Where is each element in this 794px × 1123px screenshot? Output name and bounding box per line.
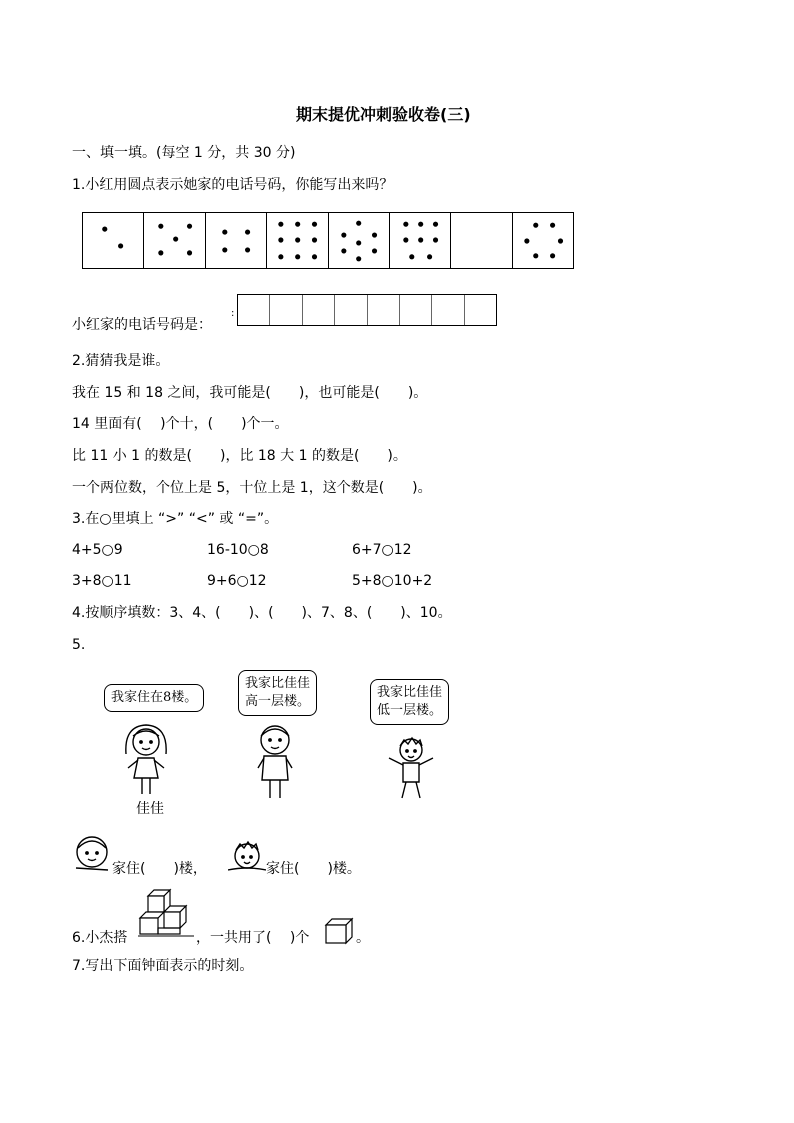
bubble-text: 我家住在8楼。	[111, 690, 198, 705]
q7-text: 7.写出下面钟面表示的时刻。	[72, 958, 254, 974]
girl-figure	[118, 722, 174, 800]
q1-answer-label: 小红家的电话号码是：	[72, 317, 212, 333]
boy-figure-lower	[386, 736, 436, 802]
q2-line-4: 一个两位数，个位上是 5，十位上是 1，这个数是( )。	[72, 480, 432, 496]
q5-label: 5.	[72, 637, 86, 653]
q2-prompt: 2.猜猜我是谁。	[72, 353, 170, 369]
phone-digit-box[interactable]	[270, 295, 302, 325]
phone-digit-box[interactable]	[465, 295, 496, 325]
q5-answer-2: 家住( )楼。	[266, 861, 361, 877]
dot-cell	[390, 213, 451, 268]
phone-digit-box[interactable]	[238, 295, 270, 325]
colon-mark: :	[231, 308, 235, 319]
q3-item: 9+6○12	[207, 573, 267, 589]
phone-digit-box[interactable]	[303, 295, 335, 325]
dot-cell	[267, 213, 328, 268]
speech-bubble-higher	[238, 670, 317, 716]
phone-digit-box[interactable]	[335, 295, 367, 325]
name-jiajia: 佳佳	[136, 801, 164, 817]
dot-cell	[83, 213, 144, 268]
bubble-text: 低一层楼。	[377, 703, 443, 718]
q6-post: 。	[356, 930, 370, 946]
bubble-text: 我家比佳佳	[245, 676, 311, 691]
q6-mid: ，一共用了( )个	[196, 930, 310, 946]
q3-item: 3+8○11	[72, 573, 132, 589]
q6-pre: 6.小杰搭	[72, 930, 128, 946]
speech-bubble-lower	[370, 679, 449, 725]
phone-digit-box[interactable]	[400, 295, 432, 325]
q3-item: 6+7○12	[352, 542, 412, 558]
dot-cell	[206, 213, 267, 268]
dot-figure-row	[82, 212, 574, 269]
boy-head-icon	[74, 834, 110, 874]
bubble-text: 我家比佳佳	[377, 685, 443, 700]
boy-figure-higher	[250, 722, 300, 802]
q2-line-1: 我在 15 和 18 之间，我可能是( )，也可能是( )。	[72, 385, 428, 401]
q3-item: 16-10○8	[207, 542, 269, 558]
q1-prompt: 1.小红用圆点表示她家的电话号码，你能写出来吗？	[72, 177, 394, 193]
section-heading: 一、填一填。(每空 1 分，共 30 分)	[72, 145, 296, 161]
bubble-text: 高一层楼。	[245, 694, 311, 709]
boy-head-icon-2	[228, 840, 266, 874]
dot-cell-empty	[451, 213, 512, 268]
q3-item: 4+5○9	[72, 542, 123, 558]
phone-digit-box[interactable]	[432, 295, 464, 325]
phone-number-boxes[interactable]	[237, 294, 497, 326]
dot-cell	[513, 213, 573, 268]
dot-cell	[144, 213, 205, 268]
single-cube-icon	[324, 917, 354, 945]
q5-answer-1: 家住( )楼，	[112, 861, 207, 877]
q3-item: 5+8○10+2	[352, 573, 433, 589]
q2-line-2: 14 里面有( )个十，( )个一。	[72, 416, 289, 432]
dot-cell	[329, 213, 390, 268]
speech-bubble-jiajia	[104, 684, 204, 712]
q4-text: 4.按顺序填数：3、4、( )、( )、7、8、( )、10。	[72, 605, 452, 621]
q3-prompt: 3.在○里填上 “>” “<” 或 “=”。	[72, 511, 279, 527]
q2-line-3: 比 11 小 1 的数是( )，比 18 大 1 的数是( )。	[72, 448, 407, 464]
phone-digit-box[interactable]	[368, 295, 400, 325]
page-title: 期末提优冲刺验收卷(三)	[296, 105, 471, 124]
stacked-cubes-figure	[138, 888, 194, 942]
